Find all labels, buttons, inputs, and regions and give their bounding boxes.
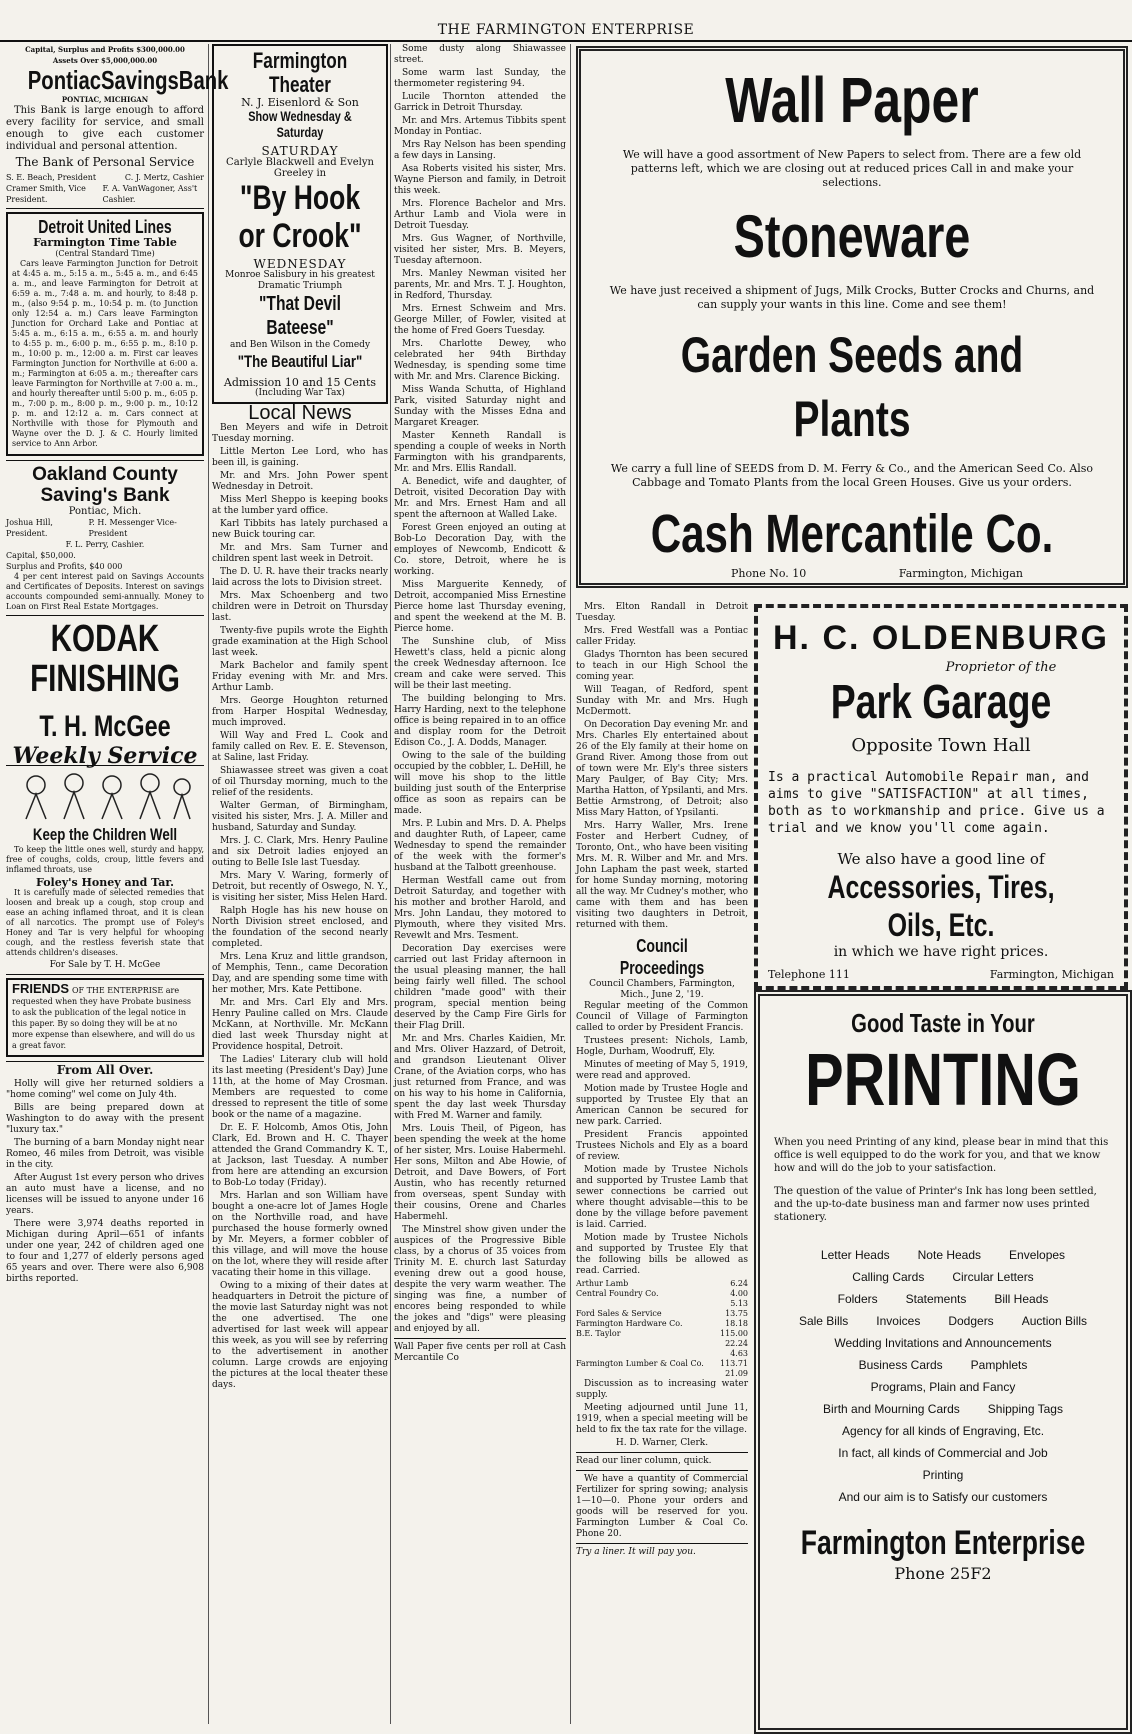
news-item: Asa Roberts visited his sister, Mrs. Wayne Pierson and family, in Detroit this week. [394,164,566,196]
printing-big: PRINTING [805,1038,1081,1121]
printing-item: Business Cards [858,1358,943,1372]
officer: C. J. Mertz, Cashier [124,173,204,182]
printing-items [760,1244,1126,1508]
wallpaper-note: Wall Paper five cents per roll at Cash Mercantile Co [394,1342,566,1363]
company-city: Farmington, Michigan [898,567,1023,580]
council-body [576,1001,748,1277]
news-item: On Decoration Day evening Mr. and Mrs. Charles Ely entertained about 26 of the Ely family at their home on Grand River. Among those from out of town were Mr. Ely's three sisters Mary Paulger, of Bay City; Mrs. Martha Hatton, of Ypsilanti, and Mrs. Bettie Armstrong, of Detroit; also Miss Mary Hatton, of Ypsilanti. [576,720,748,818]
officer: S. E. Beach, President [6,173,97,182]
news-item: The Sunshine club, of Miss Hewett's class, held a picnic along the creek Wednesday afternoon. Ice cream and cake were served. This will be their last meeting. [394,637,566,691]
oakland-bank-ad [6,464,204,612]
bill-amount: 21.09 [725,1369,748,1378]
bill-name: B.E. Taylor [576,1329,621,1338]
news-item: Owing to a mixing of their dates at headquarters in Detroit the picture of the movie last Saturday night was not the one advertised. The one advertised for last week will appear this week, as you will see by referring to the advertisement in another column. Large crowds are enjoying the pictures at the local theater these days. [212,1281,388,1390]
news-item: Mrs. Manley Newman visited her parents, Mr. and Mrs. T. J. Houghton, in Redford, Thursday. [394,269,566,301]
company-name: Cash Mercantile Co. [650,504,1054,564]
timetable-subtitle: Farmington Time Table [33,236,177,249]
printing-item: Printing [922,1468,964,1482]
news-item: Mrs. George Houghton returned from Harper Hospital Wednesday, much improved. [212,696,388,728]
table-row [576,1329,748,1339]
news-item: Some warm last Sunday, the thermometer registering 94. [394,68,566,89]
printing-item: In fact, all kinds of Commercial and Job [838,1446,1048,1460]
news-item: Mrs. Fred Westfall was a Pontiac caller Friday. [576,626,748,647]
printing-item: Letter Heads [820,1248,890,1262]
officer: F. A. VanWagoner, Ass't Cashier. [102,184,198,204]
table-row [576,1349,748,1359]
news-item: Bills are being prepared down at Washington to do away with the present "luxury tax." [6,1103,204,1135]
column-divider [570,44,571,1724]
officer: F. L. Perry, Cashier. [65,540,145,549]
film-title: "That Devil Bateese" [259,293,341,339]
wallpaper-title: Wall Paper [725,64,979,136]
news-item: Regular meeting of the Common Council of Village of Farmington called to order by President Francis. [576,1001,748,1033]
children-body: It is carefully made of selected remedies that loosen and break up a cough, stop croup and ease an aching inflamed throat, and it is clean of all narcotics. The prompt use of Foley's Honey and Tar is very helpful for whooping cough, and the restless feverish state that attends children's diseases. [6,888,204,957]
printing-text: When you need Printing of any kind, please bear in mind that this office is well equipped to do the work for you, and that we know how and will do the job to your satisfaction. [774,1137,1109,1174]
printing-item: Wedding Invitations and Announcements [834,1336,1052,1350]
garage-name: Park Garage [830,676,1052,729]
wednesday-label: WEDNESDAY [253,257,347,271]
news-item: Miss Marguerite Kennedy, of Detroit, accompanied Miss Ernestine Pierce home last Thursday evening, and spent the weekend at the M. B. Pierce home. [394,580,566,634]
printing-item: Pamphlets [970,1358,1028,1372]
news-item: Motion made by Trustee Hogle and supported by Trustee Ely that an American Cannon be secured for new park. Carried. [576,1084,748,1127]
news-item: Will Teagan, of Redford, spent Sunday with Mr. and Mrs. Hugh McDermott. [576,685,748,717]
news-item: A. Benedict, wife and daughter, of Detroit, visited Decoration Day with Mr. and Mrs. Ernest Ham and all spent the afternoon at Walled Lake. [394,477,566,520]
printing-item: Calling Cards [852,1270,925,1284]
from-all-over [6,1065,204,1285]
stoneware-title: Stoneware [733,203,971,270]
bank-name: PontiacSavingsBank [27,65,229,95]
children-seller: For Sale by T. H. McGee [49,960,161,970]
printing-item-row [760,1244,1126,1266]
column-4 [576,602,748,1724]
oakland-bank-location: Pontiac, Mich. [68,506,142,517]
news-item: Mr. and Mrs. John Power spent Wednesday in Detroit. [212,471,388,492]
news-item: Mrs. Harlan and son William have bought a one-acre lot of James Hogle on the Northville road, and have purchased the house formerly owned by Mr. Meyers, a former cobbler of this village, and will move the house on the lot, where they will reside after vacating their home in this village. [212,1191,388,1278]
table-row [576,1359,748,1369]
bill-amount: 4.63 [730,1349,748,1358]
children-illustration-icon [6,769,202,821]
council-closing [576,1379,748,1436]
theater-schedule: Show Wednesday & Saturday [248,108,352,140]
news-item: Mr. and Mrs. Charles Kaidien, Mr. and Mrs. Oliver Hazzard, of Detroit, and grandson Lieutenant Oliver Crane, of the Aviation corps, who has just returned from France, and was on his way to his home in California, spent the day last week Thursday with Fred M. Warner and family. [394,1034,566,1121]
officer: P. H. Messenger Vice-President [88,518,177,538]
news-item: Discussion as to increasing water supply. [576,1379,748,1400]
printing-item: Circular Letters [952,1270,1034,1284]
officer: Joshua Hill, President. [6,518,53,538]
printing-item: Shipping Tags [987,1402,1063,1416]
news-item: Motion made by Trustee Nichols and supported by Trustee Ely that the following bills be allowed as read. Carried. [576,1233,748,1276]
column-divider [208,44,209,1724]
news-item: Some dusty along Shiawassee street. [394,44,566,65]
bill-amount: 22.24 [725,1339,748,1348]
news-item: Mrs. Mary V. Waring, formerly of Detroit, but recently of Oswego, N. Y., is visiting her sister, Miss Helen Hard. [212,871,388,903]
film-note: and Ben Wilson in the Comedy [229,340,371,350]
news-item: Owing to the sale of the building occupied by the cobbler, L. DeHill, he will move his shop to the little building just south of the Enterprise office as soon as repairs can be made. [394,751,566,816]
news-item: Mr. and Mrs. Carl Ely and Mrs. Henry Pauline called on Mrs. Claude McKann, at Northville. Mr. McKann died last week Thursday night at Providence hospital, Detroit. [212,998,388,1052]
table-row [576,1279,748,1289]
news-item: Ben Meyers and wife in Detroit Tuesday morning. [212,423,388,444]
printing-item: Statements [905,1292,967,1306]
printing-phone: Phone 25F2 [894,1564,992,1583]
wallpaper-text: We will have a good assortment of New Papers to select from. There are a few old patterns left, which we are closing out at reduced prices Call in and make your selections. [622,148,1082,189]
garage-text: Is a practical Automobile Repair man, and aims to give "SATISFACTION" at all times, both as to workmanship and price. Give us a trial and we know you'll come again. [768,770,1105,836]
oakland-capital: Capital, $50,000. [6,551,76,560]
printing-item: Note Heads [917,1248,982,1262]
bill-amount: 115.00 [720,1329,748,1338]
news-item: Lucile Thornton attended the Garrick in Detroit Thursday. [394,92,566,113]
bill-name: Central Foundry Co. [576,1289,659,1298]
news-item: Little Merton Lee Lord, who has been ill, is gaining. [212,447,388,468]
printing-ad [754,990,1132,1734]
children-text: To keep the little ones well, sturdy and happy, free of coughs, colds, croup, little fevers and inflamed throats, use [6,845,204,874]
children-title: Keep the Children Well [32,825,178,844]
bill-amount: 13.75 [725,1309,748,1318]
bill-amount: 5.13 [730,1299,748,1308]
news-item: Minutes of meeting of May 5, 1919, were read and approved. [576,1060,748,1081]
printing-item: Bill Heads [994,1292,1049,1306]
bank-capital: Capital, Surplus and Profits $300,000.00 [25,45,185,54]
bill-name: Ford Sales & Service [576,1309,662,1318]
news-item: Mrs. Ernest Schweim and Mrs. George Miller, of Fowler, visited at the home of Fred Goers Tuesday. [394,304,566,336]
tagline: Try a liner. It will pay you. [576,1547,696,1557]
news-item: Mrs. Harry Waller, Mrs. Irene Foster and Herbert Cudney, of Toronto, Ont., who have been visiting Mrs. M. R. Wilber and Mr. and Mrs. John Lapham the past week, started for home Sunday morning, motoring all the way. Mr Cudney's mother, who came with them and has been visiting two daughters in Detroit, returned with them. [576,821,748,930]
news-item: Dr. E. F. Holcomb, Amos Otis, John Clark, Ed. Brown and H. C. Thayer attended the Grand Commandry K. T., at Jackson, last Tuesday. A number from here are attending an excursion to Bob-Lo today (Friday). [212,1123,388,1188]
bill-name: Arthur Lamb [576,1279,629,1288]
local-news-title: Local News [248,402,352,424]
liner-note: Read our liner column, quick. [576,1456,712,1466]
table-row [576,1309,748,1319]
news-item: Will Way and Fred L. Cook and family called on Rev. E. E. Stevenson, at Saline, last Friday. [212,731,388,763]
bank-assets: Assets Over $5,000,000.00 [52,56,158,65]
kodak-ad [6,618,204,769]
stoneware-text: We have just received a shipment of Jugs, Milk Crocks, Butter Crocks and Churns, and can supply your wants in this line. Come and see them! [609,284,1095,311]
theater-owner: N. J. Eisenlord & Son [241,96,359,109]
garage-prices: in which we have right prices. [833,944,1049,960]
printing-item-row [760,1332,1126,1354]
saturday-cast: Carlyle Blackwell and Evelyn Greeley in [226,157,374,179]
admission: Admission 10 and 15 Cents [223,376,377,389]
news-item: The Minstrel show given under the auspices of the Progressive Bible class, by a chorus of 35 voices from Trinity M. E. church last Saturday evening drew out a good house, despite the very warm weather. The singing was fine, a number of encores being responded to while the jokes and "digs" were pleasing and enjoyed by all. [394,1225,566,1334]
bank-location: PONTIAC, MICHIGAN [61,95,149,104]
printing-item-row [760,1376,1126,1398]
tax-note: (Including War Tax) [255,388,345,398]
friends-notice [6,978,204,1057]
printing-item-row [760,1442,1126,1464]
news-item: Mrs. J. C. Clark, Mrs. Henry Pauline and six Detroit ladies enjoyed an outing to Belle Isle last Tuesday. [212,836,388,868]
council-title: Council Proceedings [619,936,705,978]
column-divider [390,44,391,1724]
printing-item: Folders [837,1292,878,1306]
oakland-bank-name: Oakland County Saving's Bank [32,464,178,506]
printing-item-row [760,1310,1126,1332]
news-item: Forest Green enjoyed an outing at Bob-Lo Decoration Day, with the employes of Newcomb, Endicott & Co. store, Detroit, where he is working. [394,523,566,577]
garage-city: Farmington, Michigan [989,968,1114,981]
timetable-note: (Central Standard Time) [55,249,155,258]
news-item: The building belonging to Mrs. Harry Harding, next to the telephone office is being repaired in to an office and display room for the Detroit Edison Co., J. A. Dodds, Manager. [394,694,566,748]
table-row [576,1289,748,1299]
news-item: Mrs. Louis Theil, of Pigeon, has been spending the week at the home of her sister, Mrs. Louise Habermehl. Her sons, Milton and Abe Howie, of Detroit, and Dave Bowers, of Fort Austin, who has recently returned from overseas, spent Sunday with their cousins, Orene and Charles Habermehl. [394,1124,566,1222]
company-phone: Phone No. 10 [731,567,807,580]
news-item: Herman Westfall came out from Detroit Saturday, and together with his mother and brother Harold, and Mrs. John Landau, they motored to Plymouth, where they visited Mrs. Revewlt and Mrs. Tesment. [394,876,566,941]
news-item: Mr. and Mrs. Sam Turner and children spent last week in Detroit. [212,543,388,564]
friends-title: FRIENDS [12,981,70,996]
news-item: President Francis appointed Trustees Nichols and Ely as a board of review. [576,1130,748,1162]
printing-item: Auction Bills [1021,1314,1088,1328]
news-item: Trustees present: Nichols, Lamb, Hogle, Durham, Woodruff, Ely. [576,1036,748,1057]
detroit-lines-timetable [6,212,204,456]
bill-name: Farmington Hardware Co. [576,1319,683,1328]
news-item: The Ladies' Literary club will hold its last meeting (President's Day) June 11th, at the home of May Crosman. Members are requested to come dressed to represent the title of some book or the name of a magazine. [212,1055,388,1120]
news-item: Gladys Thornton has been secured to teach in our High School the coming year. [576,650,748,682]
table-row [576,1319,748,1329]
news-item: Meeting adjourned until June 11, 1919, when a special meeting will be held to fix the tax rate for the village. [576,1403,748,1435]
news-item: Mrs. Gus Wagner, of Northville, visited her sister, Mrs. B. Meyers, Tuesday afternoon. [394,234,566,266]
news-item: Ralph Hogle has his new house on North Division street enclosed, and the foundation of the second nearly completed. [212,906,388,949]
news-item: The D. U. R. have their tracks nearly laid across the lots to Division street. [212,567,388,588]
local-news-list [394,44,566,1335]
garage-telephone: Telephone 111 [768,968,850,981]
news-item: Holly will give her returned soldiers a "home coming" wel come on July 4th. [6,1079,204,1100]
table-row [576,1299,748,1309]
bank-text: This Bank is large enough to afford every facility for service, and small enough to give each customer individual and personal attention. [6,105,204,152]
garden-title: Garden Seeds and Plants [680,327,1024,447]
news-item: Miss Merl Sheppo is keeping books at the lumber yard office. [212,495,388,516]
printing-item: Envelopes [1009,1248,1066,1262]
news-item: Mrs Ray Nelson has been spending a few days in Lansing. [394,140,566,161]
printing-name: Farmington Enterprise [800,1524,1086,1562]
oakland-surplus: Surplus and Profits, $40 000 [6,562,123,571]
printing-item: And our aim is to Satisfy our customers [838,1490,1048,1504]
masthead: THE FARMINGTON ENTERPRISE [437,22,695,38]
news-item: Mrs. Lena Kruz and little grandson, of Memphis, Tenn., came Decoration Day, and are spending some time with her mother, Mrs. Kate Pettibone. [212,952,388,995]
bill-amount: 4.00 [730,1289,748,1298]
news-item: Mark Bachelor and family spent Friday evening with Mr. and Mrs. Arthur Lamb. [212,661,388,693]
bill-amount: 18.18 [725,1319,748,1328]
film-title: "The Beautiful Liar" [237,352,363,371]
printing-item-row [760,1266,1126,1288]
bills-table [576,1279,748,1379]
column-3 [394,44,566,1724]
friends-text: OF THE ENTERPRISE are requested when they have Probate business to ask the publication of the legal notice in this paper. By so doing they will be at no more expense than elsewhere, and will do us a great favor. [12,986,195,1050]
clerk-signature: H. D. Warner, Clerk. [615,1438,709,1448]
news-item: Shiawassee street was given a coat of oil Thursday morning, much to the relief of the residents. [212,766,388,798]
news-item: After August 1st every person who drives an auto must have a license, and no licenses will be issued to anyone under 16 years. [6,1173,204,1216]
wednesday-text: Monroe Salisbury in his greatest Dramatic Triumph [225,270,375,291]
news-item: Twenty-five pupils wrote the Eighth grade examination at the High School last week. [212,626,388,658]
news-item: Karl Tibbits has lately purchased a new Buick touring car. [212,519,388,540]
printing-item: Invoices [876,1314,921,1328]
column-1 [6,44,229,1724]
table-row [576,1369,748,1379]
officer: Cramer Smith, Vice President. [6,184,86,204]
news-item: Mrs. Charlotte Dewey, who celebrated her 94th Birthday Wednesday, is spending some time with Mr. and Mrs. Clarence Bicking. [394,339,566,382]
column-2 [212,44,388,1724]
local-news-list [212,423,388,1391]
printing-item-row [760,1288,1126,1310]
printing-item-row [760,1486,1126,1508]
children-ad [6,769,204,971]
timetable-text: Cars leave Farmington Junction for Detroit at 4:45 a. m., 5:15 a. m., 5:45 a. m., and 6:45 a. m., and leave Farmington for Detroit at 6:59 a. m., 7:48 a. m. and hourly, to 8:48 p. m., (also 9:54 p. m., 10:54 p. m. (to Junction only 12:54 a. m.) Cars leave Farmington Junction for Orchard Lake and Pontiac at 5:45 a. m., 6:15 a. m., 6:55 a. m. and hourly to 4:55 p. m., 6:00 p. m., 6:55 p. m., 8:10 p. m., 10:00 p. m., 12:00 a. m. First car leaves Farmington Junction for Northville at 6:00 a. m.; Farmington at 6:05 a. m.; thereafter cars leave Farmington for Northville at 7:00 a. m., and hourly thereafter until 5:00 p. m., 6:05 p. m., 7:00 p. m., 8:00 p. m., 9:00 p. m., 10:12 p. m. and 12:12 a. m. Cars connect at Northville with those for Plymouth and Wayne over the D. J. & C. Hourly limited service to Ann Arbor. [12,259,198,448]
printing-item-row [760,1354,1126,1376]
news-item: Mrs. P. Lubin and Mrs. D. A. Phelps and daughter Ruth, of Lapeer, came Wednesday to spend the remainder of the week with the former's husband at the Talbott greenhouse. [394,819,566,873]
news-item: Miss Wanda Schutta, of Highland Park, visited Saturday night and Sunday with the Misses Edna and Margaret Kreager. [394,385,566,428]
saturday-label: SATURDAY [261,144,339,158]
timetable-title: Detroit United Lines [38,217,172,237]
fertilizer-note: We have a quantity of Commercial Fertilizer for spring sowing; analysis 1—10—0. Phone your orders and goods will be reserved for you. Farmington Lumber & Coal Co. Phone 20. [576,1474,748,1539]
theater-title: Farmington Theater [252,48,348,97]
printing-item: Programs, Plain and Fancy [870,1380,1016,1394]
garden-text: We carry a full line of SEEDS from D. M. Ferry & Co., and the American Seed Co. Also Cabbage and Tomato Plants from the local Green Houses. Give us your orders. [610,462,1094,489]
film-title: or Crook" [238,217,362,255]
council-header: Council Chambers, Farmington, Mich., June 2, '19. [589,979,735,1000]
garage-location: Opposite Town Hall [851,735,1031,756]
cash-mercantile-ad [576,46,1128,588]
bank-slogan: The Bank of Personal Service [15,155,195,169]
garage-accessories: Accessories, Tires, Oils, Etc. [827,869,1055,943]
news-item: Mr. and Mrs. Artemus Tibbits spent Monday in Pontiac. [394,116,566,137]
news-item: There were 3,974 deaths reported in Michigan during April—651 of infants under one year, 242 of children aged one to four and 1,277 of elderly persons aged 65 years and over. There were also 6,908 births reported. [6,1219,204,1284]
oakland-text: 4 per cent interest paid on Savings Accounts and Certificates of Deposits. Interest on savings accounts compounded semi-annually. Money to Loan on First Real Estate Mortgages. [6,572,204,611]
film-title: "By Hook [239,179,361,217]
kodak-name: T. H. McGee [39,710,171,743]
section-title: From All Over. [56,1063,154,1077]
local-news-list [576,602,748,931]
kodak-line1: KODAK [50,618,160,660]
masthead-rule [0,40,1132,42]
kodak-service: Weekly Service [12,743,198,769]
printing-item-row [760,1420,1126,1442]
children-product: Foley's Honey and Tar. [36,876,174,889]
news-item: Decoration Day exercises were carried out last Friday afternoon in the usual pleasing manner, the hall being fairly well filled. The school children "made good" with their program, special mention being deserved by the Camp Fire Girls for their Flag Drill. [394,944,566,1031]
garage-also: We also have a good line of [837,850,1045,868]
bill-name: Farmington Lumber & Coal Co. [576,1359,704,1368]
park-garage-ad [754,604,1128,990]
table-row [576,1339,748,1349]
printing-item: Agency for all kinds of Engraving, Etc. [841,1424,1045,1438]
printing-item-row [760,1398,1126,1420]
pontiac-bank-ad [6,44,229,205]
printing-text: The question of the value of Printer's Ink has long been settled, and the up-to-date business man and farmer now uses printed stationery. [774,1186,1097,1223]
garage-proprietor: Proprietor of the [945,660,1057,675]
kodak-line2: FINISHING [30,658,180,700]
news-item: Motion made by Trustee Nichols and supported by Trustee Lamb that sewer connections be carried out where thought advisable—this to be done by the village before pavement is laid. Carried. [576,1165,748,1230]
printing-item: Birth and Mourning Cards [823,1402,960,1416]
news-item: Master Kenneth Randall is spending a couple of weeks in North Farmington with his grandparents, Mr. and Mrs. Ellis Randall. [394,431,566,474]
news-item: Mrs. Florence Bachelor and Mrs. Arthur Lamb and Viola were in Detroit Tuesday. [394,199,566,231]
news-item: Mrs. Elton Randall in Detroit Tuesday. [576,602,748,623]
garage-owner: H. C. OLDENBURG [773,619,1109,657]
printing-title: Good Taste in Your [851,1008,1035,1038]
news-item: Mrs. Max Schoenberg and two children were in Detroit on Thursday last. [212,591,388,623]
theater-ad [212,44,388,404]
printing-item: Sale Bills [798,1314,849,1328]
news-item: The burning of a barn Monday night near Romeo, 46 miles from Detroit, was visible in the city. [6,1138,204,1170]
printing-item-row [760,1464,1126,1486]
news-item: Walter German, of Birmingham, visited his sister, Mrs. J. A. Miller and husband, Saturday and Sunday. [212,801,388,833]
bill-amount: 113.71 [720,1359,748,1368]
printing-item: Dodgers [948,1314,994,1328]
bill-amount: 6.24 [730,1279,748,1288]
